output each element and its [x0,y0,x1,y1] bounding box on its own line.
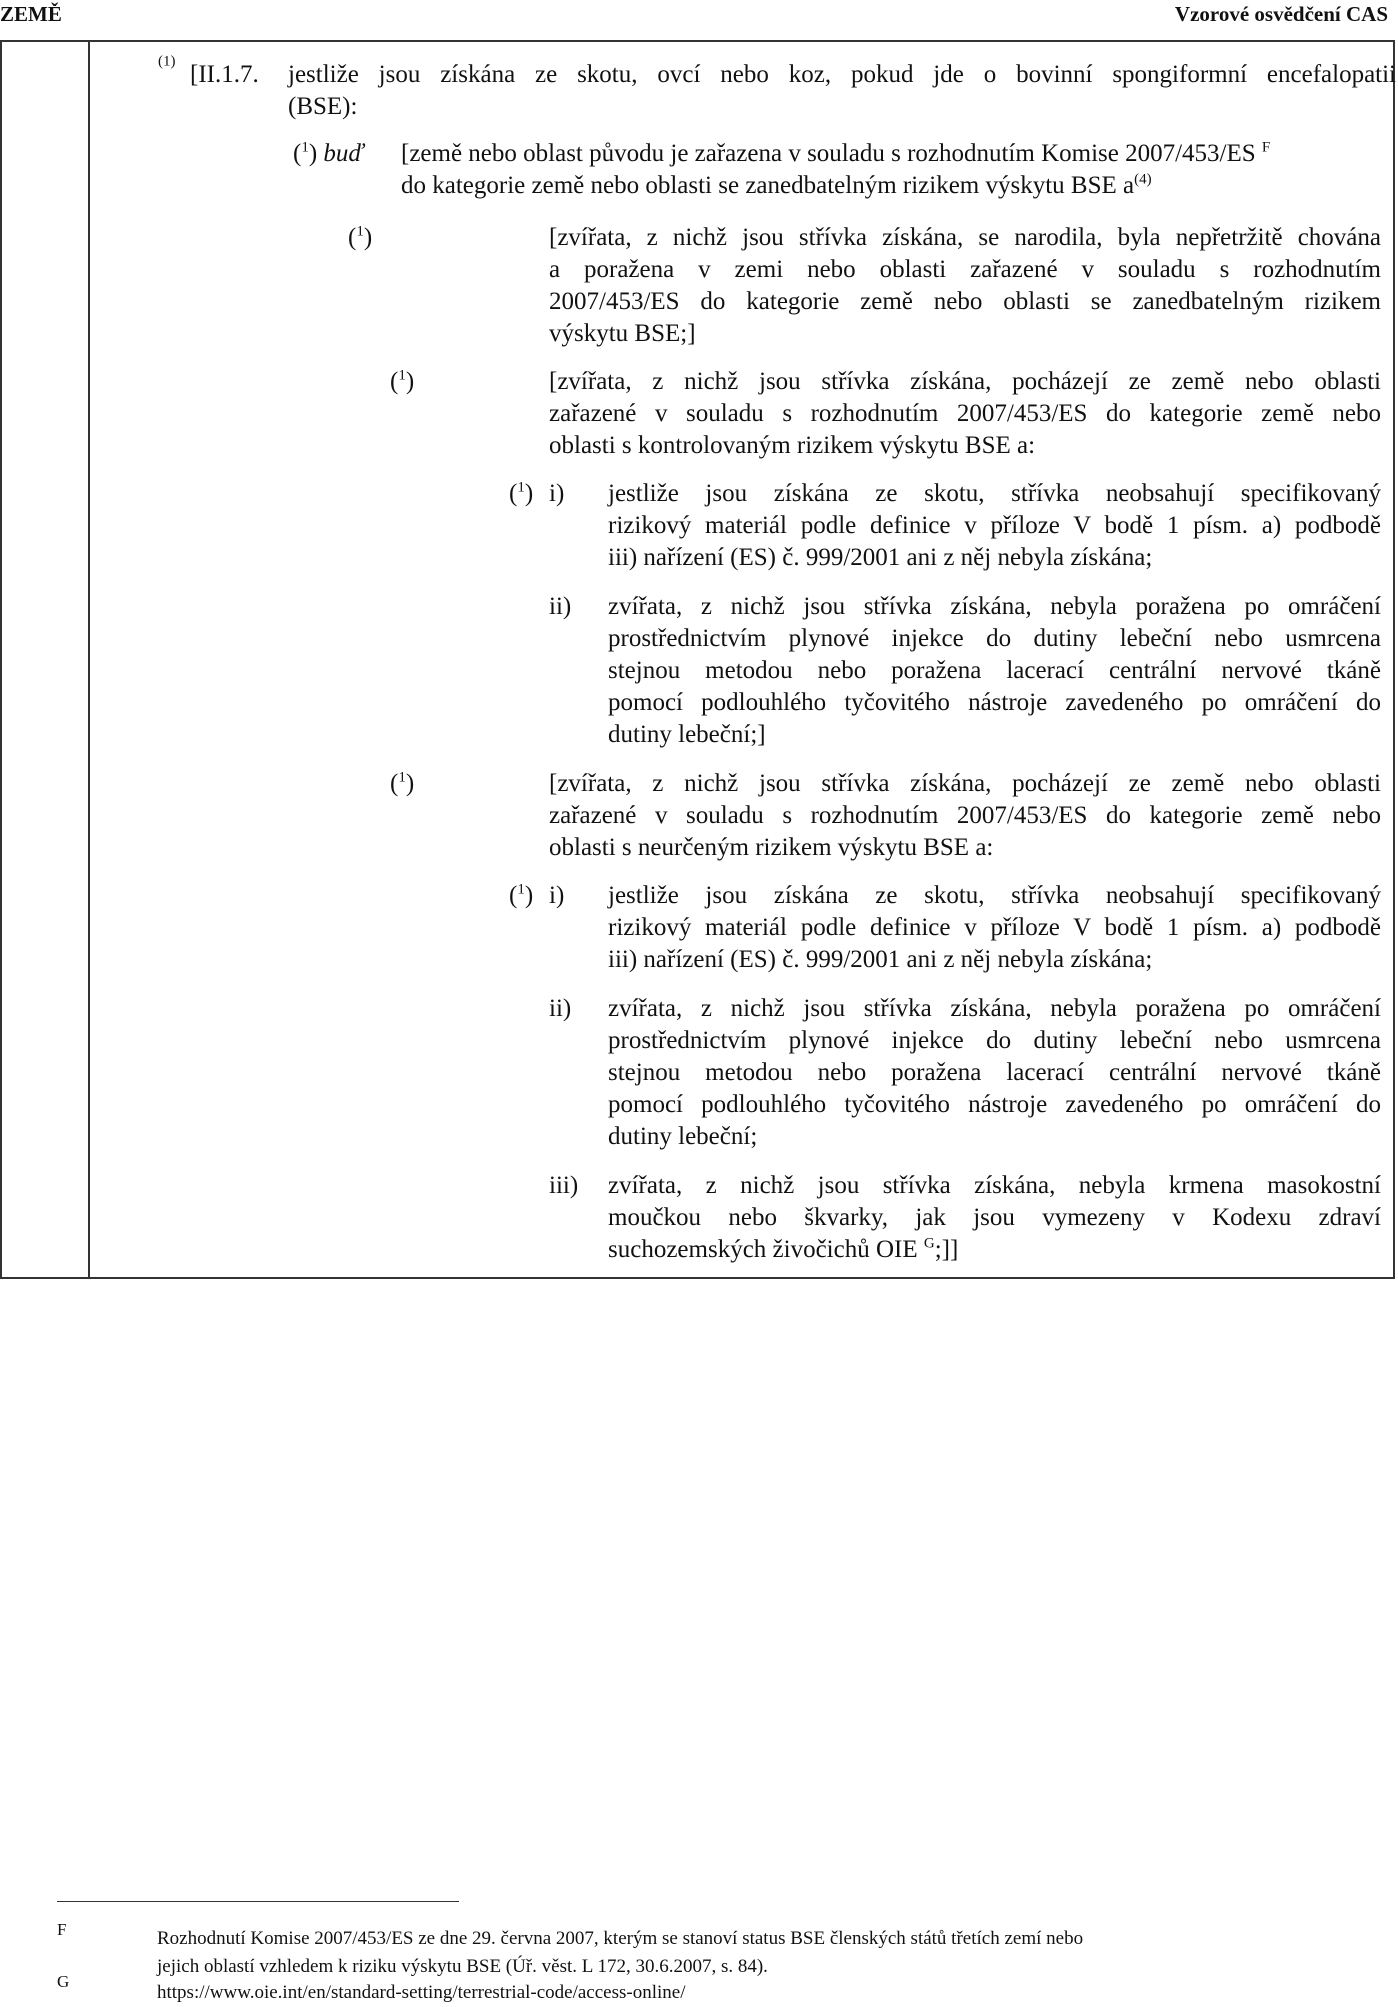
section-footnote-ref: (1) [158,53,176,70]
footnote-f-mark: F [57,1920,67,1939]
footnote-separator [57,1901,459,1902]
bud-line-1: [země nebo oblast původu je zařazena v souladu s rozhodnutím Komise 2007/453/ES $^F$ [401,139,1271,167]
footnote-f-line: Rozhodnutí Komise 2007/453/ES ze dne 29. června 2007, kterým se stanoví status BSE členských států třetích zemí nebo [157,1928,1084,1949]
section-intro [288,59,1396,123]
option-c-item-2-text: zvířata, z nichž jsou střívka získána, nebyla poražena po omráčení prostřednictvím plynové injekce do dutiny lebeční nebo usmrcena stejnou metodou nebo poražena lacerací centrální nervové tkáně pomocí podlouhlého tyčovitého nástroje zavedeného po omráčení do dutiny lebeční; [608,995,1381,1150]
section-intro-line: jestliže jsou získána ze skotu, ovcí nebo koz, pokud jde o bovinní spongiformní encefalopatii [288,61,1396,88]
option-b-item-1-label: i) [549,480,565,507]
section-intro-line: (BSE): [288,93,358,120]
option-b-text: [zvířata, z nichž jsou střívka získána, pocházejí ze země nebo oblasti zařazené v souladu s rozhodnutím 2007/453/ES do kategorie země nebo oblasti s kontrolovaným rizikem výskytu BSE a: [549,368,1381,459]
option-c-marker: ($^1$) [390,769,415,797]
bud-word: buď [323,140,364,167]
option-c-item-3-text: zvířata, z nichž jsou střívka získána, nebyla krmena masokostní moučkou nebo škvarky, jak jsou vymezeny v Kodexu zdraví suchozemských živočichů OIE $^G$;]] [608,1172,1381,1263]
footnote-f-line: jejich oblastí vzhledem k riziku výskytu BSE (Úř. věst. L 172, 30.6.2007, s. 84). [157,1956,768,1977]
option-b-item-2-text: zvířata, z nichž jsou střívka získána, nebyla poražena po omráčení prostřednictvím plynové injekce do dutiny lebeční nebo usmrcena stejnou metodou nebo poražena lacerací centrální nervové tkáně pomocí podlouhlého tyčovitého nástroje zavedeného po omráčení do dutiny lebeční;] [608,593,1381,748]
footnote-g-mark: G [57,1972,70,1991]
option-c-item-1-text: jestliže jsou získána ze skotu, střívka neobsahují specifikovaný rizikový materiál podle definice v příloze V bodě 1 písm. a) podbodě iii) nařízení (ES) č. 999/2001 ani z něj nebyla získána; [608,882,1381,973]
option-b-marker: ($^1$) [390,367,415,395]
bud-line-2: do kategorie země nebo oblasti se zanedbatelným rizikem výskytu BSE $a^{(4)}$ [401,171,1152,199]
section-number: [II.1.7. [190,61,259,88]
header-certificate-title: Vzorové osvědčení CAS [1174,2,1388,26]
option-c-text: [zvířata, z nichž jsou střívka získána, pocházejí ze země nebo oblasti zařazené v souladu s rozhodnutím 2007/453/ES do kategorie země nebo oblasti s neurčeným rizikem výskytu BSE a: [549,770,1381,861]
option-a-marker: ($^1$) [348,223,373,251]
option-b-item-2-label: ii) [549,593,572,620]
header-country: ZEMĚ [0,2,62,26]
option-a-text: [zvířata, z nichž jsou střívka získána, se narodila, byla nepřetržitě chována a poražena v zemi nebo oblasti zařazené v souladu s rozhodnutím 2007/453/ES do kategorie země nebo oblasti se zanedbatelným rizikem výskytu BSE;] [549,224,1381,347]
option-b-item-1-marker: ($^1$) [509,479,534,507]
option-b-item-1-text: jestliže jsou získána ze skotu, střívka neobsahují specifikovaný rizikový materiál podle definice v příloze V bodě 1 písm. a) podbodě iii) nařízení (ES) č. 999/2001 ani z něj nebyla získána; [608,480,1381,571]
option-c-item-3-label: iii) [549,1172,579,1199]
option-c-item-2-label: ii) [549,995,572,1022]
option-c-item-1-label: i) [549,882,565,909]
column-divider [88,42,90,1277]
bud-marker: ($^1$) buď [293,139,364,167]
option-c-item-1-marker: ($^1$) [509,881,534,909]
footnote-g-link[interactable]: https://www.oie.int/en/standard-setting/terrestrial-code/access-online/ [157,1982,686,2003]
